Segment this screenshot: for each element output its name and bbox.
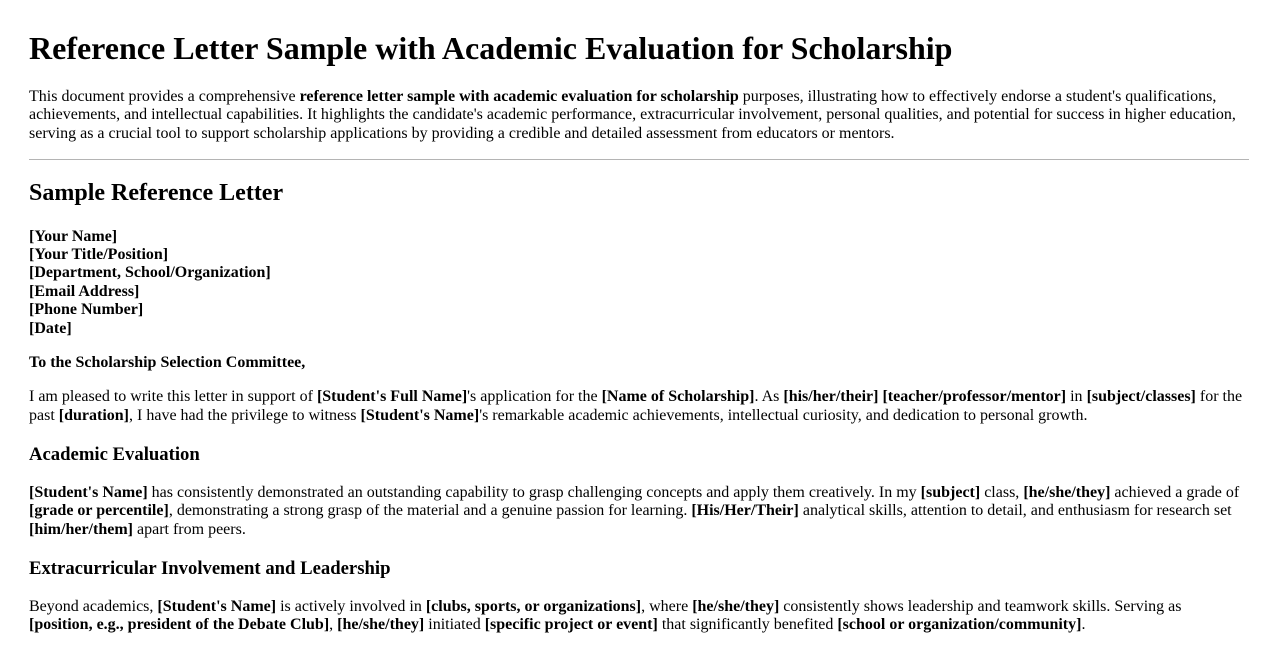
document (29, 30, 1249, 635)
intro-paragraph: This document provides a comprehensive reference letter sample with academic evaluation for scholarship purposes, illustrating how to effectively endorse a student's qualifications, achievements, and intellectual capabilities. It highlights the candidate's academic performance, extracurricular involvement, personal qualities, and potential for success in higher education, serving as a crucial tool to support scholarship applications by providing a credible and detailed assessment from educators or mentors. (29, 87, 1236, 142)
sender-address-block: [Your Name] [Your Title/Position] [Department, School/Organization] [Email Address] [Phone Number] [Date] (29, 227, 271, 337)
academic-evaluation-paragraph: [Student's Name] has consistently demonstrated an outstanding capability to grasp challenging concepts and apply them creatively. In my [subject] class, [he/she/they] achieved a grade of [grade or percentile], demonstrating a strong grasp of the material and a genuine passion for learning. [His/Her/Their] analytical skills, attention to detail, and enthusiasm for research set [him/her/them] apart from peers. (29, 483, 1240, 538)
section-heading-academic-evaluation: Academic Evaluation (29, 443, 200, 465)
salutation (29, 354, 1249, 372)
divider (29, 159, 1249, 160)
opening-paragraph: I am pleased to write this letter in support of [Student's Full Name]'s application for the [Name of Scholarship]. As [his/her/their] [teacher/professor/mentor] in [subject/classes] for the past [duration], I have had the privilege to witness [Student's Name]'s remarkable academic achievements, intellectual curiosity, and dedication to personal growth. (29, 388, 1243, 424)
page-title: Reference Letter Sample with Academic Evaluation for Scholarship (29, 30, 953, 66)
extracurricular-paragraph: Beyond academics, [Student's Name] is actively involved in [clubs, sports, or organizations], where [he/she/they] consistently shows leadership and teamwork skills. Serving as [position, e.g., president of the Debate Club], [he/she/they] initiated [specific project or event] that significantly benefited [school or organization/community]. (29, 598, 1182, 634)
salutation-text: To the Scholarship Selection Committee, (29, 353, 306, 371)
section-heading-extracurricular: Extracurricular Involvement and Leadership (29, 557, 391, 579)
letter-heading: Sample Reference Letter (29, 179, 284, 206)
